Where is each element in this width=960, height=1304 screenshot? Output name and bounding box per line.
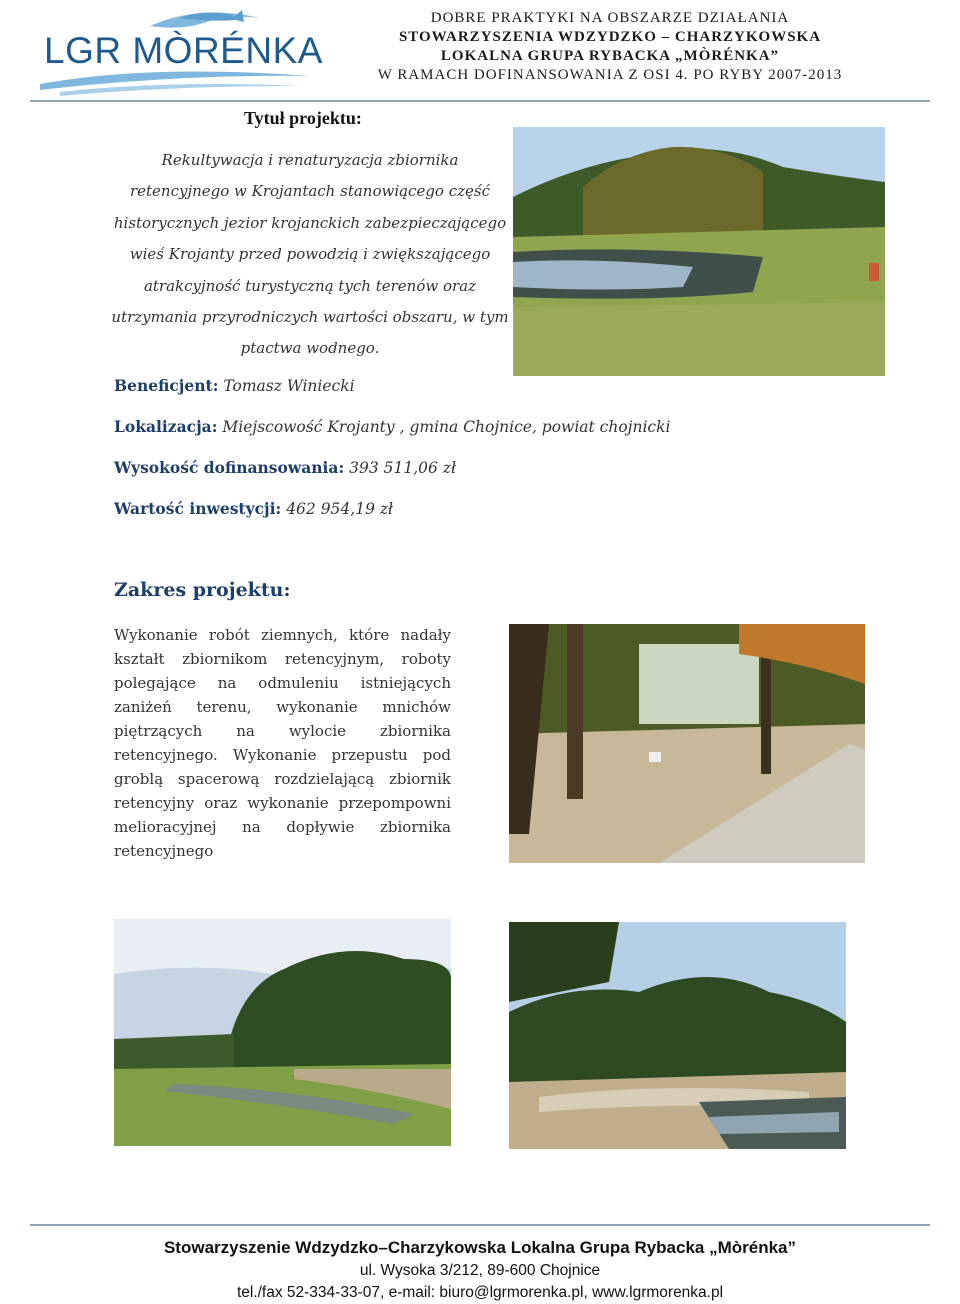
pond-photo-1: [513, 127, 885, 376]
header-line-3: LOKALNA GRUPA RYBACKA „MÒRÉNKA”: [440, 48, 780, 64]
investment-value: 462 954,19 zł: [286, 500, 394, 518]
beneficiary-label: Beneficjent:: [114, 376, 219, 395]
header-line-1: DOBRE PRAKTYKI NA OBSZARZE DZIAŁANIA: [430, 10, 790, 26]
project-title-label: Tytuł projektu:: [244, 108, 362, 128]
footer-contact: tel./fax 52-334-33-07, e-mail: biuro@lgrmorenka.pl, www.lgrmorenka.pl: [236, 1284, 724, 1301]
project-title: Rekultywacja i renaturyzacja zbiornika retencyjnego w Krojantach stanowiącego część historycznych jezior krojanckich zabezpieczającego wieś Krojanty przed powodzią i zwiększającego atrakcyjność turystyczną tych terenów oraz utrzymania przyrodniczych wartości obszaru, w tym ptactwa wodnego.: [111, 151, 509, 358]
path-photo: [509, 624, 865, 863]
funding-label: Wysokość dofinansowania:: [114, 458, 345, 477]
footer-organization: Stowarzyszenie Wdzydzko–Charzykowska Lokalna Grupa Rybacka „Mòrénka”: [163, 1238, 797, 1257]
pond-photo-2: [114, 919, 451, 1146]
footer-divider: [30, 1224, 930, 1226]
funding-field: [114, 458, 456, 477]
scope-heading: Zakres projektu:: [114, 579, 291, 601]
location-label: Lokalizacja:: [114, 417, 218, 436]
beneficiary-field: [114, 376, 355, 395]
investment-field: [114, 499, 393, 518]
header-line-4: W RAMACH DOFINANSOWANIA Z OSI 4. PO RYBY 2007-2013: [377, 67, 843, 83]
scope-text: Wykonanie robót ziemnych, które nadały kształt zbiornikom retencyjnym, roboty polegające na odmuleniu istniejących zaniżeń terenu, wykonanie mnichów piętrzących na wylocie zbiornika retencyjnego. Wykonanie przepustu pod groblą spacerową rozdzielającą zbiornik retencyjny oraz wykonanie przepompowni melioracyjnej na dopływie zbiornika retencyjnego: [114, 626, 451, 860]
funding-value: 393 511,06 zł: [349, 459, 456, 477]
header-line-2: STOWARZYSZENIA WDZYDZKO – CHARZYKOWSKA: [398, 29, 822, 45]
logo-text: LGR MÒRÉNKA: [44, 30, 323, 71]
location-field: [114, 417, 670, 436]
beneficiary-value: Tomasz Winiecki: [223, 377, 355, 395]
footer-address: ul. Wysoka 3/212, 89-600 Chojnice: [359, 1262, 601, 1279]
investment-label: Wartość inwestycji:: [114, 499, 282, 518]
header-divider: [30, 100, 930, 102]
pond-photo-3: [509, 922, 846, 1149]
location-value: Miejscowość Krojanty , gmina Chojnice, powiat chojnicki: [222, 418, 671, 436]
